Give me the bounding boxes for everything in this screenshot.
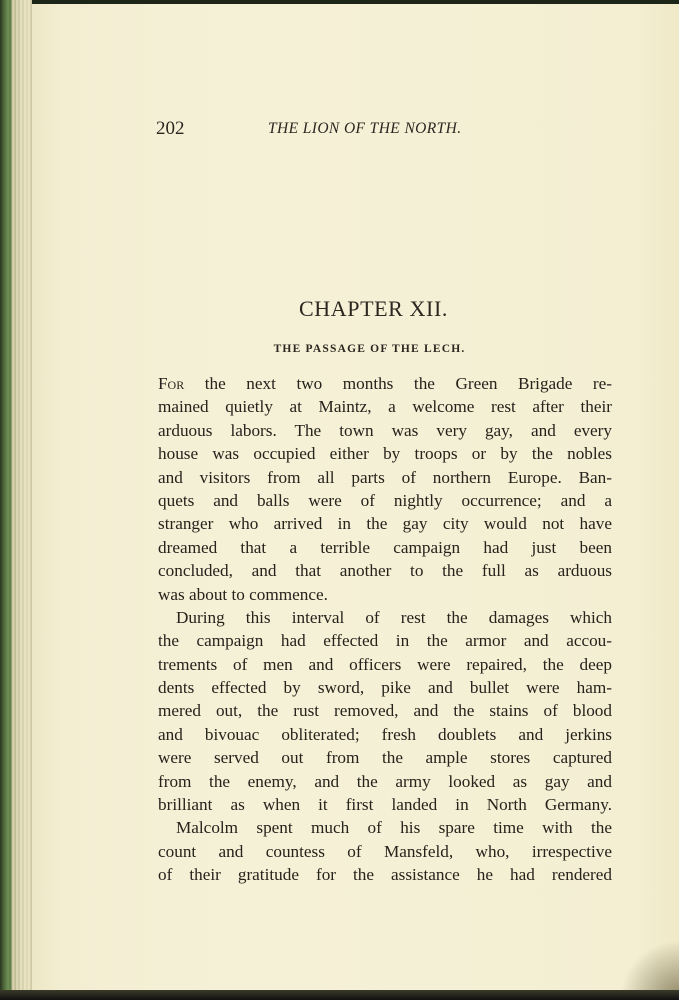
text-line: trements of men and officers were repaired, the deep: [158, 654, 612, 674]
text-line: from the enemy, and the army looked as gay and: [158, 771, 612, 791]
text-line: mered out, the rust removed, and the stains of blood: [158, 701, 612, 721]
text-line: Malcolm spent much of his spare time with the: [176, 818, 612, 838]
text-line: were served out from the ample stores captured: [158, 748, 612, 768]
running-title: THE LION OF THE NORTH.: [268, 120, 462, 137]
text-line: arduous labors. The town was very gay, and every: [158, 420, 612, 440]
page-number: 202: [156, 118, 185, 139]
page-bottom-edge: [0, 990, 679, 1000]
text-line: stranger who arrived in the gay city would not have: [158, 514, 612, 534]
text-line: and bivouac obliterated; fresh doublets and jerkins: [158, 724, 612, 744]
running-head: [32, 118, 679, 142]
text-line: For the next two months the Green Brigade re-: [158, 374, 612, 393]
text-line: quets and balls were of nightly occurrence; and a: [158, 490, 612, 510]
text-line: dreamed that a terrible campaign had just been: [158, 537, 612, 557]
text-line: of their gratitude for the assistance he had rendered: [158, 865, 612, 885]
opening-word: For: [158, 374, 185, 393]
text-line: mained quietly at Maintz, a welcome rest after their: [158, 397, 612, 417]
chapter-subtitle: THE PASSAGE OF THE LECH.: [273, 343, 466, 355]
text-line: the campaign had effected in the armor and accou-: [158, 631, 612, 651]
book-spine-edge: [0, 0, 32, 1000]
text-line: and visitors from all parts of northern Europe. Ban-: [158, 467, 612, 487]
text-line: count and countess of Mansfeld, who, irrespective: [158, 841, 612, 861]
chapter-title: CHAPTER XII.: [299, 296, 448, 321]
text-line: During this interval of rest the damages which: [176, 607, 612, 627]
text-line: house was occupied either by troops or by the nobles: [158, 444, 612, 464]
text-line: brilliant as when it first landed in North Germany.: [158, 795, 612, 815]
text-line: dents effected by sword, pike and bullet were ham-: [158, 678, 612, 698]
body-text: [158, 372, 612, 887]
text-line: was about to commence.: [158, 584, 328, 604]
page: [32, 4, 679, 994]
text-line: concluded, and that another to the full as arduous: [158, 561, 612, 581]
